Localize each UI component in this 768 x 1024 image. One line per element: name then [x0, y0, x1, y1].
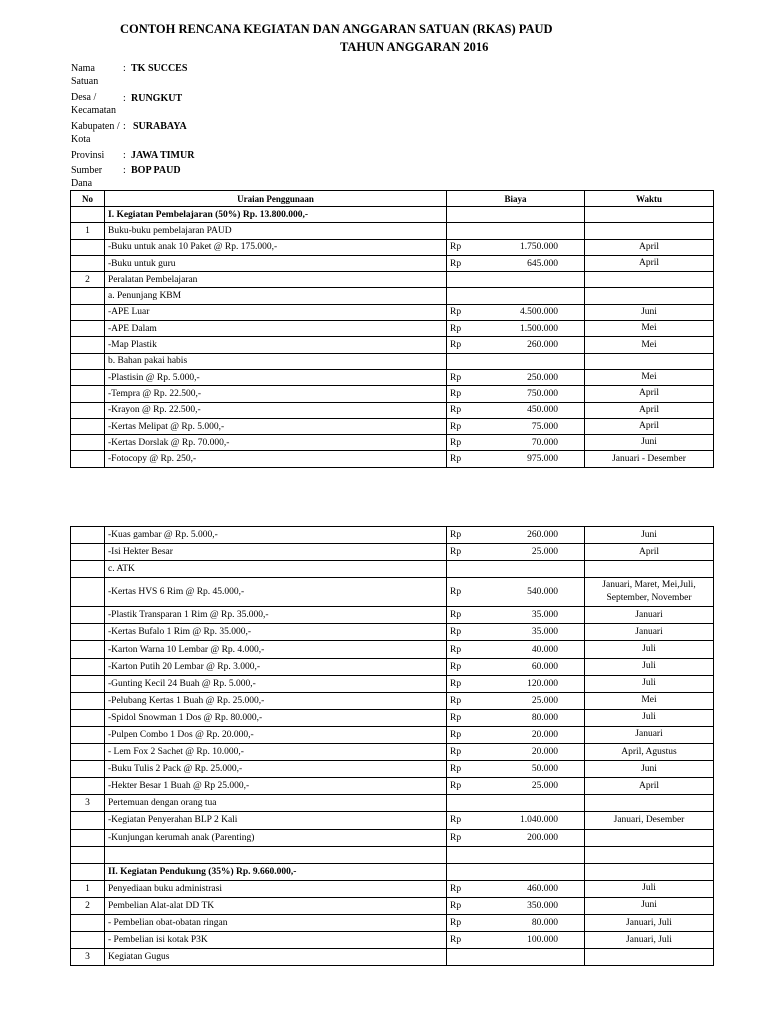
cell-uraian: Penyediaan buku administrasi	[105, 880, 447, 897]
cell-uraian: Peralatan Pembelajaran	[105, 272, 447, 288]
cell-rp: Rp	[447, 435, 485, 451]
cell-rp: Rp	[447, 812, 485, 829]
cell-amount: 25.000	[485, 692, 585, 709]
cell-no	[71, 675, 105, 692]
cell-amount: 20.000	[485, 726, 585, 743]
rkas-table-part-2	[70, 526, 714, 966]
info-colon: :	[123, 150, 126, 161]
cell-waktu	[585, 223, 714, 239]
cell-no	[71, 778, 105, 795]
cell-rp: Rp	[447, 726, 485, 743]
table-header-row	[71, 191, 714, 207]
table-row	[71, 369, 714, 385]
cell-waktu: Januari	[585, 607, 714, 624]
header-waktu: Waktu	[585, 191, 714, 207]
cell-uraian: -Kertas Bufalo 1 Rim @ Rp. 35.000,-	[105, 624, 447, 641]
table-body	[71, 207, 714, 468]
table-row	[71, 761, 714, 778]
cell-uraian: -Isi Hekter Besar	[105, 544, 447, 561]
table-row	[71, 641, 714, 658]
info-colon: :	[123, 93, 126, 104]
cell-no	[71, 337, 105, 353]
cell-rp	[447, 288, 485, 304]
cell-uraian: -APE Luar	[105, 304, 447, 320]
cell-amount	[485, 949, 585, 966]
info-label: Desa / Kecamatan	[71, 92, 116, 116]
cell-no	[71, 288, 105, 304]
table-row	[71, 578, 714, 607]
table-row	[71, 386, 714, 402]
cell-no	[71, 658, 105, 675]
cell-amount: 645.000	[485, 255, 585, 271]
cell-amount: 25.000	[485, 778, 585, 795]
cell-no	[71, 641, 105, 658]
cell-uraian: -Kunjungan kerumah anak (Parenting)	[105, 829, 447, 846]
cell-rp: Rp	[447, 418, 485, 434]
info-colon: :	[123, 121, 126, 132]
cell-no	[71, 692, 105, 709]
table-row	[71, 726, 714, 743]
cell-rp	[447, 795, 485, 812]
table-row	[71, 255, 714, 271]
cell-waktu: Juli	[585, 641, 714, 658]
cell-amount: 450.000	[485, 402, 585, 418]
table-row	[71, 304, 714, 320]
cell-no	[71, 321, 105, 337]
cell-uraian: -APE Dalam	[105, 321, 447, 337]
table-row	[71, 880, 714, 897]
cell-amount: 40.000	[485, 641, 585, 658]
cell-amount: 60.000	[485, 658, 585, 675]
cell-waktu: April	[585, 418, 714, 434]
cell-amount	[485, 561, 585, 578]
cell-waktu: April	[585, 544, 714, 561]
table-row	[71, 812, 714, 829]
table-row	[71, 239, 714, 255]
table-row	[71, 527, 714, 544]
cell-uraian: -Kertas Dorslak @ Rp. 70.000,-	[105, 435, 447, 451]
cell-rp: Rp	[447, 578, 485, 607]
table-row	[71, 709, 714, 726]
cell-rp: Rp	[447, 914, 485, 931]
cell-waktu: Januari, Maret, Mei,Juli, September, November	[585, 578, 714, 607]
cell-amount: 70.000	[485, 435, 585, 451]
table-row	[71, 778, 714, 795]
cell-amount: 20.000	[485, 744, 585, 761]
table-row	[71, 607, 714, 624]
cell-no	[71, 812, 105, 829]
cell-amount: 200.000	[485, 829, 585, 846]
table-row	[71, 402, 714, 418]
cell-uraian: -Kertas HVS 6 Rim @ Rp. 45.000,-	[105, 578, 447, 607]
cell-uraian: -Pulpen Combo 1 Dos @ Rp. 20.000,-	[105, 726, 447, 743]
cell-amount	[485, 353, 585, 369]
header-no: No	[71, 191, 105, 207]
cell-waktu: Mei	[585, 337, 714, 353]
cell-uraian: -Buku Tulis 2 Pack @ Rp. 25.000,-	[105, 761, 447, 778]
table-row	[71, 932, 714, 949]
cell-rp	[447, 561, 485, 578]
info-value: JAWA TIMUR	[131, 150, 195, 161]
cell-amount: 100.000	[485, 932, 585, 949]
cell-rp: Rp	[447, 897, 485, 914]
cell-no	[71, 418, 105, 434]
table-row	[71, 272, 714, 288]
table-row	[71, 544, 714, 561]
cell-rp: Rp	[447, 255, 485, 271]
cell-waktu	[585, 795, 714, 812]
cell-no	[71, 207, 105, 223]
cell-no	[71, 607, 105, 624]
table-row	[71, 949, 714, 966]
cell-no	[71, 561, 105, 578]
cell-amount: 80.000	[485, 914, 585, 931]
cell-waktu: Januari - Desember	[585, 451, 714, 467]
table-row	[71, 353, 714, 369]
cell-amount	[485, 207, 585, 223]
info-label: Nama Satuan	[71, 63, 99, 87]
cell-rp: Rp	[447, 675, 485, 692]
table-row	[71, 288, 714, 304]
cell-no	[71, 239, 105, 255]
table-row	[71, 744, 714, 761]
cell-no	[71, 761, 105, 778]
cell-waktu: Juli	[585, 709, 714, 726]
cell-waktu	[585, 207, 714, 223]
cell-rp: Rp	[447, 386, 485, 402]
cell-uraian: Buku-buku pembelajaran PAUD	[105, 223, 447, 239]
table-row	[71, 829, 714, 846]
cell-rp	[447, 846, 485, 863]
cell-no	[71, 624, 105, 641]
cell-waktu: April	[585, 386, 714, 402]
cell-waktu: April	[585, 255, 714, 271]
document-subtitle: TAHUN ANGGARAN 2016	[340, 40, 489, 54]
cell-no: 2	[71, 272, 105, 288]
cell-waktu: Juli	[585, 880, 714, 897]
cell-uraian: Kegiatan Gugus	[105, 949, 447, 966]
cell-amount: 260.000	[485, 337, 585, 353]
cell-amount: 750.000	[485, 386, 585, 402]
cell-no	[71, 435, 105, 451]
cell-waktu: Januari, Juli	[585, 914, 714, 931]
cell-no	[71, 369, 105, 385]
cell-waktu: Juni	[585, 527, 714, 544]
cell-uraian: - Lem Fox 2 Sachet @ Rp. 10.000,-	[105, 744, 447, 761]
info-colon: :	[123, 165, 126, 176]
cell-rp	[447, 353, 485, 369]
cell-uraian: -Pelubang Kertas 1 Buah @ Rp. 25.000,-	[105, 692, 447, 709]
cell-uraian: -Spidol Snowman 1 Dos @ Rp. 80.000,-	[105, 709, 447, 726]
cell-no	[71, 932, 105, 949]
cell-amount: 260.000	[485, 527, 585, 544]
cell-uraian: Pertemuan dengan orang tua	[105, 795, 447, 812]
cell-rp: Rp	[447, 321, 485, 337]
cell-waktu: Mei	[585, 369, 714, 385]
cell-amount	[485, 863, 585, 880]
cell-waktu: Mei	[585, 692, 714, 709]
cell-waktu: April	[585, 239, 714, 255]
cell-rp: Rp	[447, 641, 485, 658]
cell-rp: Rp	[447, 304, 485, 320]
table-row	[71, 846, 714, 863]
cell-no: 2	[71, 897, 105, 914]
cell-no: 1	[71, 880, 105, 897]
cell-uraian: a. Penunjang KBM	[105, 288, 447, 304]
cell-rp: Rp	[447, 692, 485, 709]
cell-rp: Rp	[447, 369, 485, 385]
header-biaya: Biaya	[447, 191, 585, 207]
cell-amount: 25.000	[485, 544, 585, 561]
cell-rp: Rp	[447, 658, 485, 675]
cell-amount	[485, 272, 585, 288]
table-row	[71, 561, 714, 578]
cell-rp: Rp	[447, 761, 485, 778]
cell-no	[71, 255, 105, 271]
cell-uraian: Pembelian Alat-alat DD TK	[105, 897, 447, 914]
cell-waktu: Januari	[585, 624, 714, 641]
cell-rp: Rp	[447, 239, 485, 255]
cell-no	[71, 709, 105, 726]
cell-no: 3	[71, 949, 105, 966]
table-row	[71, 435, 714, 451]
cell-amount: 35.000	[485, 607, 585, 624]
cell-amount: 50.000	[485, 761, 585, 778]
cell-rp	[447, 949, 485, 966]
cell-waktu: Juni	[585, 304, 714, 320]
cell-no	[71, 846, 105, 863]
cell-amount: 350.000	[485, 897, 585, 914]
cell-rp: Rp	[447, 624, 485, 641]
cell-amount: 120.000	[485, 675, 585, 692]
cell-amount	[485, 846, 585, 863]
table-row	[71, 795, 714, 812]
cell-waktu	[585, 846, 714, 863]
cell-no	[71, 451, 105, 467]
cell-no	[71, 402, 105, 418]
cell-rp: Rp	[447, 607, 485, 624]
cell-rp: Rp	[447, 932, 485, 949]
cell-rp: Rp	[447, 337, 485, 353]
header-uraian: Uraian Penggunaan	[105, 191, 447, 207]
info-value: TK SUCCES	[131, 63, 188, 74]
cell-uraian: -Tempra @ Rp. 22.500,-	[105, 386, 447, 402]
table-row	[71, 675, 714, 692]
table-row	[71, 624, 714, 641]
cell-uraian: -Karton Putih 20 Lembar @ Rp. 3.000,-	[105, 658, 447, 675]
cell-no	[71, 353, 105, 369]
cell-no	[71, 863, 105, 880]
cell-waktu: Juni	[585, 435, 714, 451]
cell-waktu: April, Agustus	[585, 744, 714, 761]
cell-waktu: Mei	[585, 321, 714, 337]
cell-uraian: -Karton Warna 10 Lembar @ Rp. 4.000,-	[105, 641, 447, 658]
cell-amount: 460.000	[485, 880, 585, 897]
cell-waktu: Juli	[585, 658, 714, 675]
cell-no	[71, 544, 105, 561]
cell-amount: 540.000	[485, 578, 585, 607]
cell-amount: 75.000	[485, 418, 585, 434]
cell-amount: 35.000	[485, 624, 585, 641]
info-colon: :	[123, 63, 126, 74]
cell-no	[71, 744, 105, 761]
info-label: Sumber Dana	[71, 165, 103, 189]
cell-waktu	[585, 949, 714, 966]
cell-rp	[447, 863, 485, 880]
cell-amount: 1.500.000	[485, 321, 585, 337]
cell-waktu: Juli	[585, 675, 714, 692]
cell-amount	[485, 795, 585, 812]
cell-uraian: -Krayon @ Rp. 22.500,-	[105, 402, 447, 418]
cell-uraian: c. ATK	[105, 561, 447, 578]
cell-uraian: I. Kegiatan Pembelajaran (50%) Rp. 13.800.000,-	[105, 207, 447, 223]
cell-uraian: - Pembelian isi kotak P3K	[105, 932, 447, 949]
cell-rp: Rp	[447, 829, 485, 846]
cell-no: 1	[71, 223, 105, 239]
info-value: BOP PAUD	[131, 165, 181, 176]
cell-waktu	[585, 288, 714, 304]
cell-waktu	[585, 829, 714, 846]
info-label: Provinsi	[71, 150, 105, 161]
cell-amount	[485, 288, 585, 304]
table-row	[71, 451, 714, 467]
cell-amount: 975.000	[485, 451, 585, 467]
cell-waktu: Januari, Desember	[585, 812, 714, 829]
cell-uraian	[105, 846, 447, 863]
cell-no	[71, 829, 105, 846]
table-row	[71, 337, 714, 353]
cell-amount: 1.040.000	[485, 812, 585, 829]
table-row	[71, 914, 714, 931]
cell-waktu: April	[585, 778, 714, 795]
cell-waktu: Juni	[585, 897, 714, 914]
cell-amount: 250.000	[485, 369, 585, 385]
cell-amount: 1.750.000	[485, 239, 585, 255]
cell-rp: Rp	[447, 709, 485, 726]
cell-no: 3	[71, 795, 105, 812]
table-row	[71, 863, 714, 880]
cell-rp	[447, 272, 485, 288]
document-title: CONTOH RENCANA KEGIATAN DAN ANGGARAN SATUAN (RKAS) PAUD	[120, 22, 553, 36]
cell-uraian: -Buku untuk guru	[105, 255, 447, 271]
cell-waktu	[585, 863, 714, 880]
info-value: SURABAYA	[133, 121, 187, 132]
cell-uraian: -Kuas gambar @ Rp. 5.000,-	[105, 527, 447, 544]
cell-uraian: -Buku untuk anak 10 Paket @ Rp. 175.000,-	[105, 239, 447, 255]
cell-uraian: -Plastik Transparan 1 Rim @ Rp. 35.000,-	[105, 607, 447, 624]
cell-waktu	[585, 561, 714, 578]
cell-uraian: -Plastisin @ Rp. 5.000,-	[105, 369, 447, 385]
cell-rp: Rp	[447, 544, 485, 561]
cell-rp	[447, 207, 485, 223]
table-row	[71, 418, 714, 434]
cell-amount: 80.000	[485, 709, 585, 726]
cell-rp: Rp	[447, 402, 485, 418]
table-row	[71, 207, 714, 223]
cell-uraian: - Pembelian obat-obatan ringan	[105, 914, 447, 931]
cell-uraian: -Hekter Besar 1 Buah @ Rp 25.000,-	[105, 778, 447, 795]
cell-amount: 4.500.000	[485, 304, 585, 320]
cell-no	[71, 726, 105, 743]
cell-uraian: II. Kegiatan Pendukung (35%) Rp. 9.660.000,-	[105, 863, 447, 880]
cell-uraian: -Kegiatan Penyerahan BLP 2 Kali	[105, 812, 447, 829]
info-label: Kabupaten / Kota	[71, 121, 120, 145]
table-row	[71, 321, 714, 337]
cell-waktu: Januari, Juli	[585, 932, 714, 949]
cell-no	[71, 527, 105, 544]
cell-no	[71, 578, 105, 607]
cell-rp: Rp	[447, 451, 485, 467]
cell-uraian: -Fotocopy @ Rp. 250,-	[105, 451, 447, 467]
cell-no	[71, 386, 105, 402]
cell-no	[71, 914, 105, 931]
table-body	[71, 527, 714, 966]
rkas-table-part-1	[70, 190, 714, 468]
cell-waktu: Januari	[585, 726, 714, 743]
cell-waktu	[585, 353, 714, 369]
info-value: RUNGKUT	[131, 93, 183, 104]
table-row	[71, 658, 714, 675]
cell-amount	[485, 223, 585, 239]
cell-rp	[447, 223, 485, 239]
table-row	[71, 223, 714, 239]
cell-uraian: -Gunting Kecil 24 Buah @ Rp. 5.000,-	[105, 675, 447, 692]
cell-uraian: b. Bahan pakai habis	[105, 353, 447, 369]
cell-uraian: -Kertas Melipat @ Rp. 5.000,-	[105, 418, 447, 434]
cell-waktu	[585, 272, 714, 288]
table-row	[71, 897, 714, 914]
cell-uraian: -Map Plastik	[105, 337, 447, 353]
cell-no	[71, 304, 105, 320]
cell-rp: Rp	[447, 744, 485, 761]
cell-rp: Rp	[447, 880, 485, 897]
cell-waktu: Juni	[585, 761, 714, 778]
cell-rp: Rp	[447, 527, 485, 544]
table-row	[71, 692, 714, 709]
cell-waktu: April	[585, 402, 714, 418]
cell-rp: Rp	[447, 778, 485, 795]
